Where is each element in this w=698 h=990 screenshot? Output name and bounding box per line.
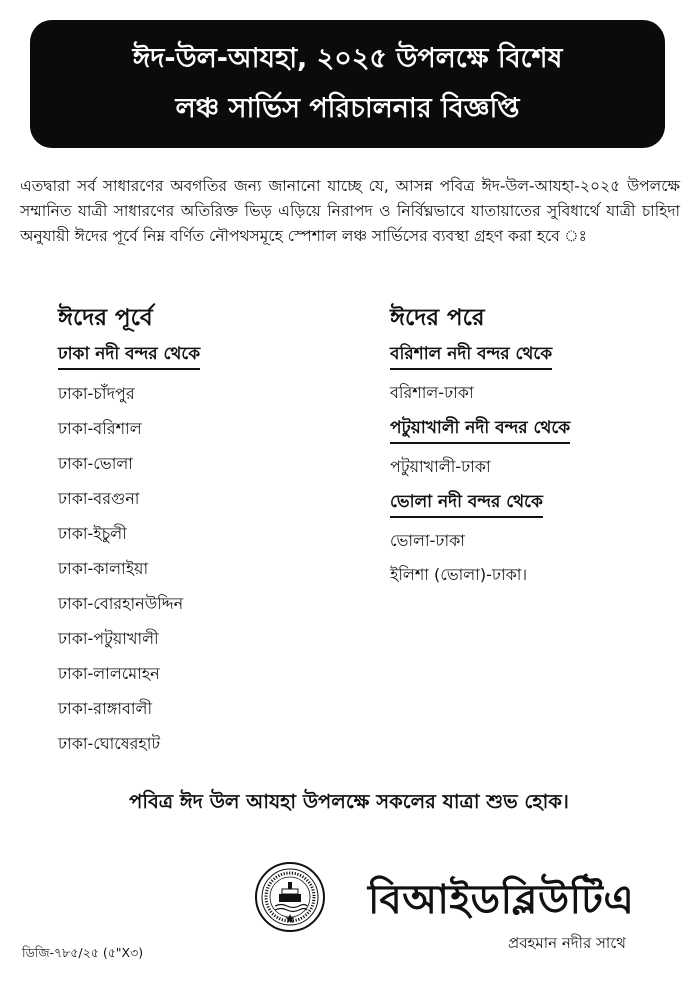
before-route-list <box>58 376 358 761</box>
patuakhali-route-list <box>390 450 680 484</box>
reference-code: ডিজি-৭৮৫/২৫ (৫"X৩) <box>22 945 144 960</box>
route-item: ইলিশা (ভোলা)-ঢাকা। <box>390 565 528 584</box>
intro-paragraph: এতদ্বারা সর্ব সাধারণের অবগতির জন্য জানানো যাচ্ছে যে, আসন্ন পবিত্র ঈদ-উল-আযহা-২০২৫ উপলক্ষে সম্মানিত যাত্রী সাধারণের অতিরিক্ত ভিড় এড়িয়ে নিরাপদ ও নির্বিঘ্নভাবে যাতায়াতের সুবিধার্থে যাত্রী চাহিদা অনুযায়ী ঈদের পূর্বে নিম্ন বর্ণিত নৌপথসমূহে স্পেশাল লঞ্চ সার্ভিসের ব্যবস্থা গ্রহণ করা হবে ঃ <box>20 176 680 245</box>
barishal-port-heading: বরিশাল নদী বন্দর থেকে <box>390 340 552 370</box>
route-item: ঢাকা-রাঙ্গাবালী <box>58 699 153 718</box>
route-item: ঢাকা-চাঁদপুর <box>58 384 135 403</box>
after-eid-column <box>390 300 680 596</box>
patuakhali-port-heading: পটুয়াখালী নদী বন্দর থেকে <box>390 414 570 444</box>
dhaka-port-heading: ঢাকা নদী বন্দর থেকে <box>58 340 200 370</box>
route-item: পটুয়াখালী-ঢাকা <box>390 457 491 476</box>
route-item: ঢাকা-বোরহানউদ্দিন <box>58 594 184 613</box>
before-eid-column <box>58 300 358 761</box>
org-name: বিআইডব্লিউটিএ <box>368 877 635 923</box>
title-banner <box>30 20 665 148</box>
title-line-1: ঈদ-উল-আযহা, ২০২৫ উপলক্ষে বিশেষ <box>132 43 563 74</box>
biwta-seal-icon <box>255 862 325 932</box>
bhola-route-list <box>390 524 680 592</box>
before-eid-heading: ঈদের পূর্বে <box>58 305 153 331</box>
closing-greeting: পবিত্র ঈদ উল আযহা উপলক্ষে সকলের যাত্রা শুভ হোক। <box>129 790 569 813</box>
route-item: ভোলা-ঢাকা <box>390 531 465 550</box>
route-item: ঢাকা-ঘোষেরহাট <box>58 734 161 753</box>
org-tagline: প্রবহমান নদীর সাথে <box>508 934 626 952</box>
barishal-route-list <box>390 376 680 410</box>
route-item: ঢাকা-পটুয়াখালী <box>58 629 159 648</box>
route-item: ঢাকা-বরিশাল <box>58 419 142 438</box>
route-item: ঢাকা-বরগুনা <box>58 489 140 508</box>
route-item: ঢাকা-লালমোহন <box>58 664 160 683</box>
bhola-port-heading: ভোলা নদী বন্দর থেকে <box>390 488 543 518</box>
title-line-2: লঞ্চ সার্ভিস পরিচালনার বিজ্ঞপ্তি <box>175 93 520 124</box>
route-item: ঢাকা-কালাইয়া <box>58 559 149 578</box>
route-item: ঢাকা-ইচুলী <box>58 524 127 543</box>
route-item: বরিশাল-ঢাকা <box>390 383 474 402</box>
after-eid-heading: ঈদের পরে <box>390 305 485 331</box>
route-item: ঢাকা-ভোলা <box>58 454 133 473</box>
